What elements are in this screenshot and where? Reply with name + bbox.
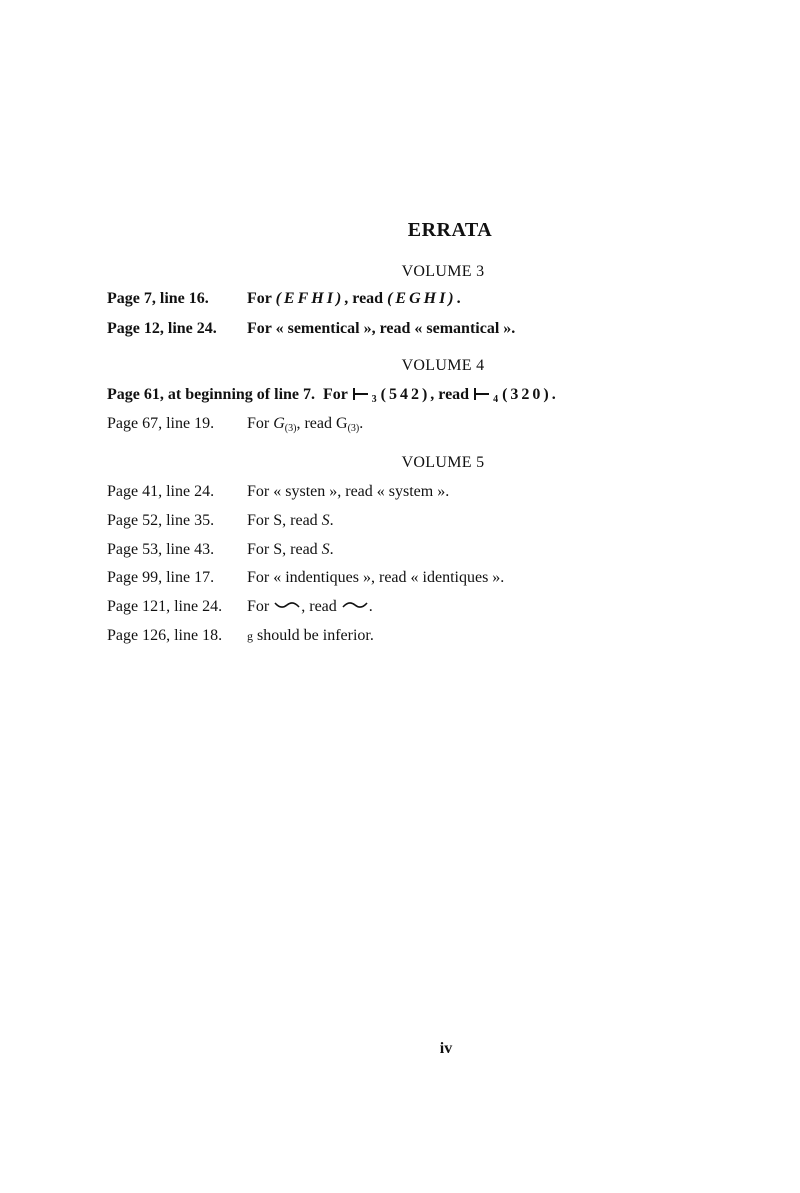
errata-entry: Page 52, line 35. For S, read S. [107,512,334,529]
wrong-text: « sementical » [275,320,372,337]
correct-text: « semantical » [414,320,512,337]
turnstile-icon [352,387,372,401]
page-title: ERRATA [407,219,493,241]
subscript: 4 [493,394,499,405]
entry-label: Page 121, line 24. [107,598,223,615]
tilde-icon [341,599,369,611]
errata-entry: Page 53, line 43. For S, read S. [107,541,334,558]
inferior-symbol: g [247,629,253,643]
read-word: read [438,386,470,403]
page-number: iv [439,1040,453,1057]
for-word: For [247,320,272,337]
read-word: read [379,569,407,586]
correct-text: (EGHI) [387,290,457,307]
entry-label: Page 126, line 18. [107,627,223,644]
subscript: 3 [371,394,377,405]
read-word: read [290,541,318,558]
for-word: For [323,386,348,403]
volume-4-heading: VOLUME 4 [401,357,485,374]
subscript: (3) [347,423,360,434]
entry-label: Page 53, line 43. [107,541,215,558]
wrong-text: G [273,415,285,432]
correct-text: (320) [502,386,552,403]
entry-label: Page 12, line 24. [107,320,217,337]
entry-label: Page 52, line 35. [107,512,215,529]
wrong-text: « indentiques » [273,569,371,586]
read-word: read [345,483,373,500]
read-word: read [290,512,318,529]
errata-entry: Page 61, at beginning of line 7. For $_3$ (542), read $_4$ (320). [107,386,556,405]
read-word: read [379,320,411,337]
wrong-text: (542) [380,386,431,403]
errata-entry: Page 99, line 17. For « indentiques », read « identiques ». [107,569,505,586]
errata-entry: Page 12, line 24. For « sementical », read « semantical ». [107,320,516,337]
subscript: (3) [284,423,297,434]
turnstile-icon [473,387,493,401]
for-word: For [247,541,270,558]
for-word: For [247,483,270,500]
for-word: For [247,290,272,307]
volume-5-heading: VOLUME 5 [401,454,485,471]
wrong-text: S [273,512,283,529]
entry-text: should be inferior. [257,627,374,644]
errata-entry: Page 7, line 16. For (EFHI), read (EGHI). [107,290,461,307]
volume-3-heading: VOLUME 3 [401,263,485,280]
entry-label: Page 67, line 19. [107,415,215,432]
for-word: For [247,512,270,529]
read-word: read [309,598,337,615]
correct-text: « system » [376,483,446,500]
errata-entry: Page 41, line 24. For « systen », read « system ». [107,483,450,500]
reversed-tilde-icon [273,599,301,611]
errata-entry [107,627,374,645]
correct-text: S [321,512,330,529]
read-word: read [352,290,384,307]
correct-text: G [336,415,348,432]
for-word: For [247,569,270,586]
errata-entry: Page 121, line 24. For , read . [107,598,373,615]
for-word: For [247,415,270,432]
entry-label: Page 41, line 24. [107,483,215,500]
correct-text: S [321,541,330,558]
correct-text: « identiques » [410,569,501,586]
entry-label: Page 99, line 17. [107,569,215,586]
read-word: read [304,415,332,432]
entry-label: Page 61, at beginning of line 7. [107,386,316,403]
wrong-text: « systen » [273,483,338,500]
errata-entry: Page 67, line 19. For $G_{(3)}$, read $G_{(3)}$. [107,415,364,434]
for-word: For [247,598,270,615]
entry-label: Page 7, line 16. [107,290,209,307]
wrong-text: S [273,541,283,558]
wrong-text: (EFHI) [275,290,345,307]
